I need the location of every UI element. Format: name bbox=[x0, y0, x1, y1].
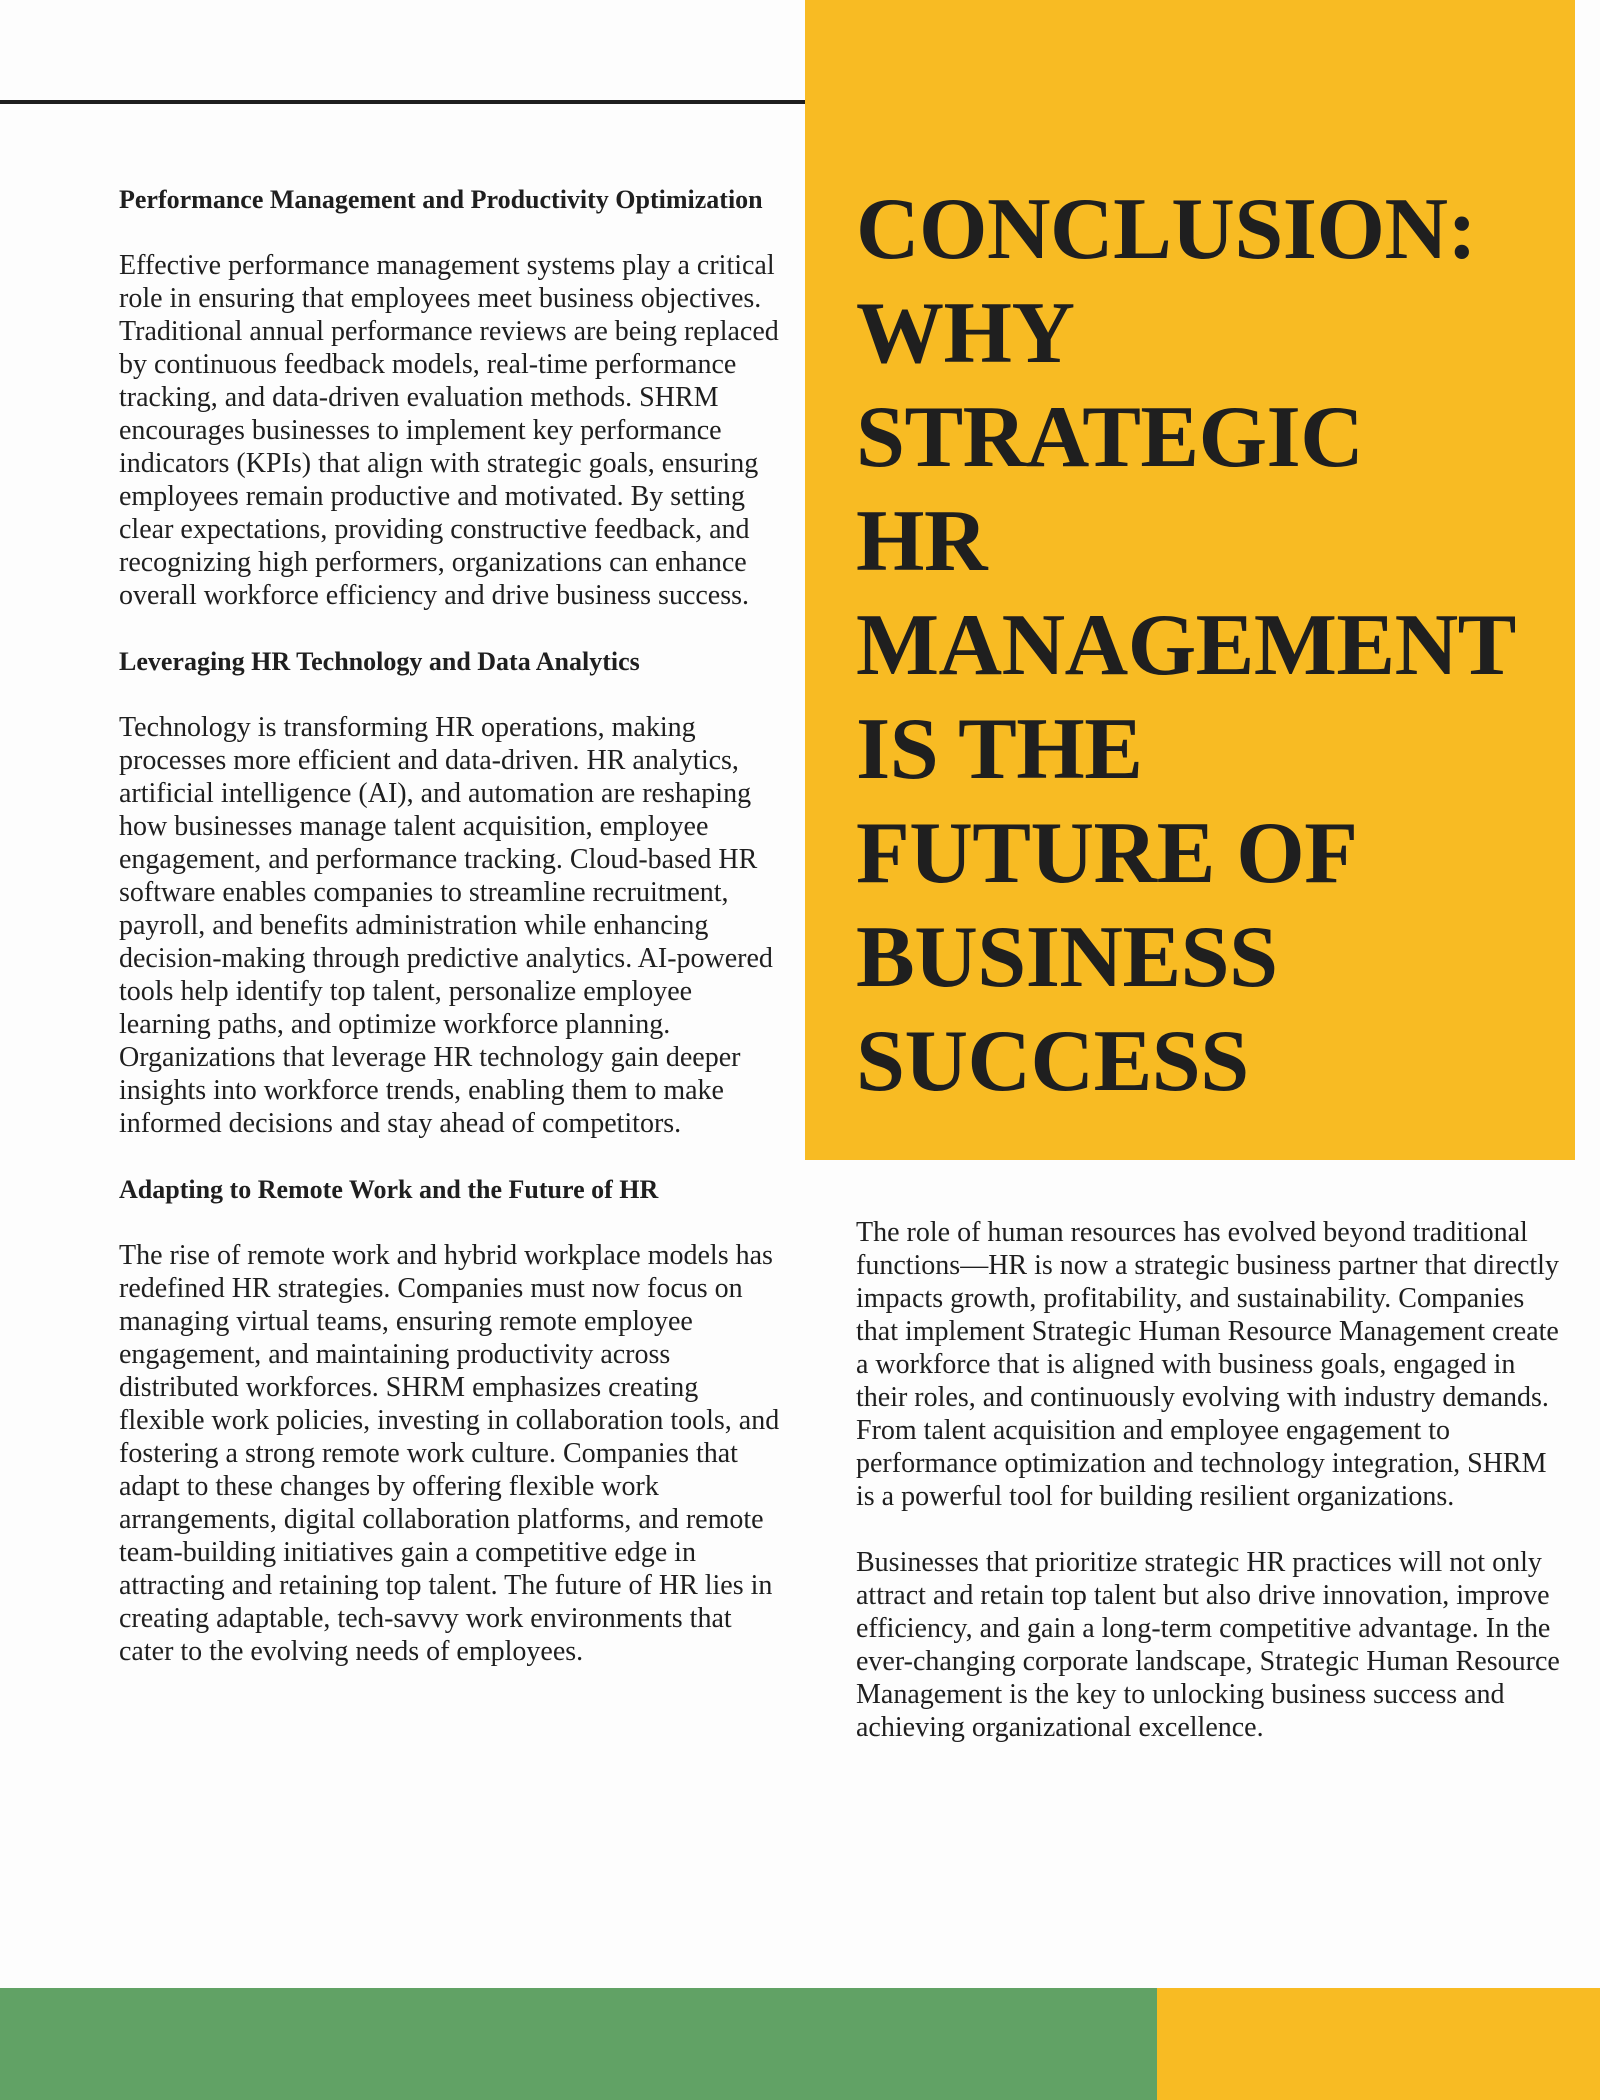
section-heading: Leveraging HR Technology and Data Analytics bbox=[119, 647, 640, 676]
section-heading: Adapting to Remote Work and the Future of HR bbox=[119, 1175, 659, 1204]
section-body: Effective performance management systems play a critical role in ensuring that employees meet business objectives. Traditional annual performance reviews are being replaced by continuous feedback models, real-time performance tracking, and data-driven evaluation methods. SHRM encourages businesses to implement key performance indicators (KPIs) that align with strategic goals, ensuring employees remain productive and motivated. By setting clear expectations, providing constructive feedback, and recognizing high performers, organizations can enhance overall workforce efficiency and drive business success. bbox=[119, 250, 779, 611]
title-line: HR bbox=[856, 493, 987, 590]
section-remote-work bbox=[119, 1173, 784, 1668]
title-line: IS THE bbox=[856, 701, 1143, 798]
conclusion-paragraph: The role of human resources has evolved beyond traditional functions—HR is now a strategic business partner that directly impacts growth, profitability, and sustainability. Companies that implement Strategic Human Resource Management create a workforce that is aligned with business goals, engaged in their roles, and continuously evolving with industry demands. From talent acquisition and employee engagement to performance optimization and technology integration, SHRM is a powerful tool for building resilient organizations. bbox=[856, 1217, 1559, 1512]
footer-yellow-band bbox=[1157, 1988, 1600, 2100]
section-heading: Performance Management and Productivity Optimization bbox=[119, 185, 763, 214]
section-body: Technology is transforming HR operations, making processes more efficient and data-driven. HR analytics, artificial intelligence (AI), and automation are reshaping how businesses manage talent acquisition, employee engagement, and performance tracking. Cloud-based HR software enables companies to streamline recruitment, payroll, and benefits administration while enhancing decision-making through predictive analytics. AI-powered tools help identify top talent, personalize employee learning paths, and optimize workforce planning. Organizations that leverage HR technology gain deeper insights into workforce trends, enabling them to make informed decisions and stay ahead of competitors. bbox=[119, 712, 773, 1139]
title-line: SUCCESS bbox=[856, 1013, 1249, 1110]
title-line: BUSINESS bbox=[856, 909, 1278, 1006]
section-performance-management bbox=[119, 183, 784, 612]
section-hr-technology bbox=[119, 645, 784, 1140]
title-line: WHY bbox=[856, 285, 1075, 382]
conclusion-paragraph: Businesses that prioritize strategic HR practices will not only attract and retain top talent but also drive innovation, improve efficiency, and gain a long-term competitive advantage. In the ever-changing corporate landscape, Strategic Human Resource Management is the key to unlocking business success and achieving organizational excellence. bbox=[856, 1547, 1560, 1743]
left-column bbox=[119, 183, 784, 1701]
title-line: STRATEGIC bbox=[856, 389, 1364, 486]
title-line: MANAGEMENT bbox=[856, 597, 1516, 694]
footer-green-band bbox=[0, 1988, 1157, 2100]
conclusion-title bbox=[856, 178, 1566, 1114]
section-body: The rise of remote work and hybrid workplace models has redefined HR strategies. Companies must now focus on managing virtual teams, ensuring remote employee engagement, and maintaining productivity across distributed workforces. SHRM emphasizes creating flexible work policies, investing in collaboration tools, and fostering a strong remote work culture. Companies that adapt to these changes by offering flexible work arrangements, digital collaboration platforms, and remote team-building initiatives gain a competitive edge in attracting and retaining top talent. The future of HR lies in creating adaptable, tech-savvy work environments that cater to the evolving needs of employees. bbox=[119, 1240, 780, 1667]
conclusion-body bbox=[856, 1216, 1566, 1777]
title-line: CONCLUSION: bbox=[856, 181, 1477, 278]
title-line: FUTURE OF bbox=[856, 805, 1358, 902]
